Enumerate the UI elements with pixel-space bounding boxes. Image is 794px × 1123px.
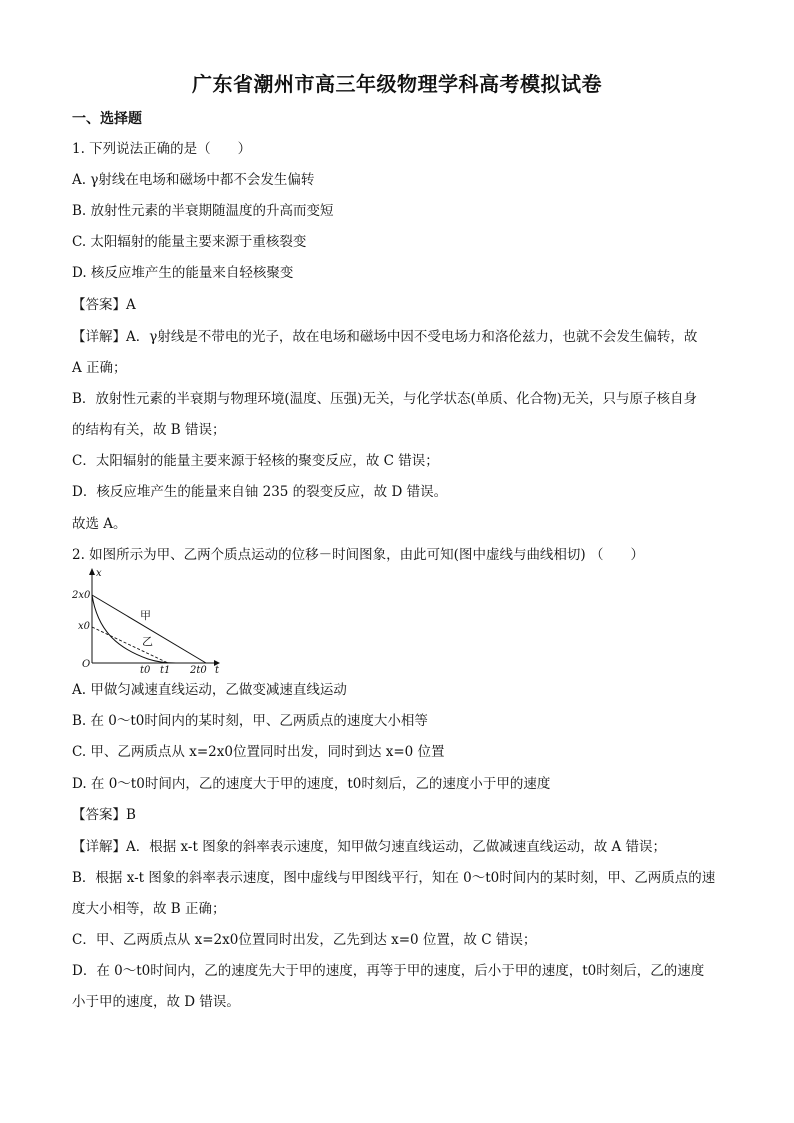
- q1-explain-line: C．太阳辐射的能量主要来源于轻核的聚变反应，故 C 错误；: [72, 453, 439, 469]
- q1-conclusion: 故选 A。: [72, 516, 127, 532]
- x-tick-t1: t1: [160, 665, 171, 675]
- curve-yi: [92, 595, 176, 663]
- x-axis-arrow-icon: [89, 568, 95, 575]
- t-axis-label: t: [215, 665, 220, 675]
- origin-label: O: [82, 659, 91, 670]
- q1-explain-line: 的结构有关，故 B 错误；: [72, 422, 226, 438]
- line-jia: [92, 595, 206, 663]
- page-title: 广东省潮州市高三年级物理学科高考模拟试卷: [192, 72, 602, 96]
- q2-option-d: D. 在 0～t0时间内，乙的速度大于甲的速度，t0时刻后，乙的速度小于甲的速度: [72, 776, 551, 792]
- q2-option-c: C. 甲、乙两质点从 x=2x0位置同时出发，同时到达 x=0 位置: [72, 744, 445, 760]
- y-tick-x0: x0: [78, 621, 91, 632]
- tangent-dashed-line: [92, 627, 168, 663]
- q2-explain-line: 度大小相等，故 B 正确；: [72, 901, 226, 917]
- q1-explain-line: A 正确；: [72, 360, 127, 376]
- x-tick-t0: t0: [140, 665, 151, 675]
- q2-explain-line: D．在 0～t0时间内，乙的速度先大于甲的速度，再等于甲的速度，后小于甲的速度，t0时刻后，乙的速度: [72, 963, 705, 979]
- section-heading: 一、选择题: [72, 111, 142, 127]
- q1-explain-line: B．放射性元素的半衰期与物理环境(温度、压强)无关，与化学状态(单质、化合物)无关，只与原子核自身: [72, 391, 697, 407]
- q2-explain-line: C．甲、乙两质点从 x=2x0位置同时出发，乙先到达 x=0 位置，故 C 错误；: [72, 932, 537, 948]
- q1-option-b: B. 放射性元素的半衰期随温度的升高而变短: [72, 203, 334, 219]
- label-jia: 甲: [140, 609, 151, 622]
- q2-explain-line: 小于甲的速度，故 D 错误。: [72, 994, 240, 1010]
- x-tick-2t0: 2t0: [190, 665, 207, 675]
- q2-option-a: A. 甲做匀减速直线运动，乙做变减速直线运动: [72, 682, 347, 698]
- q1-stem: 1. 下列说法正确的是（ ）: [72, 141, 252, 157]
- q2-option-b: B. 在 0～t0时间内的某时刻，甲、乙两质点的速度大小相等: [72, 713, 428, 729]
- q1-option-c: C. 太阳辐射的能量主要来源于重核裂变: [72, 234, 307, 250]
- q2-stem: 2. 如图所示为甲、乙两个质点运动的位移－时间图象，由此可知(图中虚线与曲线相切) （ ）: [72, 547, 644, 563]
- q2-explain-line: B．根据 x-t 图象的斜率表示速度，图中虚线与甲图线平行，知在 0～t0时间内的某时刻，甲、乙两质点的速: [72, 870, 716, 886]
- q1-explain-line: D．核反应堆产生的能量来自铀 235 的裂变反应，故 D 错误。: [72, 484, 448, 500]
- x-axis-label: x: [96, 568, 102, 579]
- q2-answer: 【答案】B: [72, 807, 136, 823]
- y-tick-2x0: 2x0: [72, 590, 91, 601]
- q1-option-d: D. 核反应堆产生的能量来自轻核聚变: [72, 265, 294, 281]
- xt-graph: [72, 565, 222, 675]
- q1-option-a: A. γ射线在电场和磁场中都不会发生偏转: [72, 172, 315, 188]
- q2-explain-line: 【详解】A．根据 x-t 图象的斜率表示速度，知甲做匀速直线运动，乙做减速直线运动，故 A 错误；: [72, 839, 667, 855]
- q1-explain-line: 【详解】A．γ射线是不带电的光子，故在电场和磁场中因不受电场力和洛伦兹力，也就不会发生偏转，故: [72, 329, 698, 345]
- label-yi: 乙: [142, 635, 153, 648]
- q1-answer: 【答案】A: [72, 297, 136, 313]
